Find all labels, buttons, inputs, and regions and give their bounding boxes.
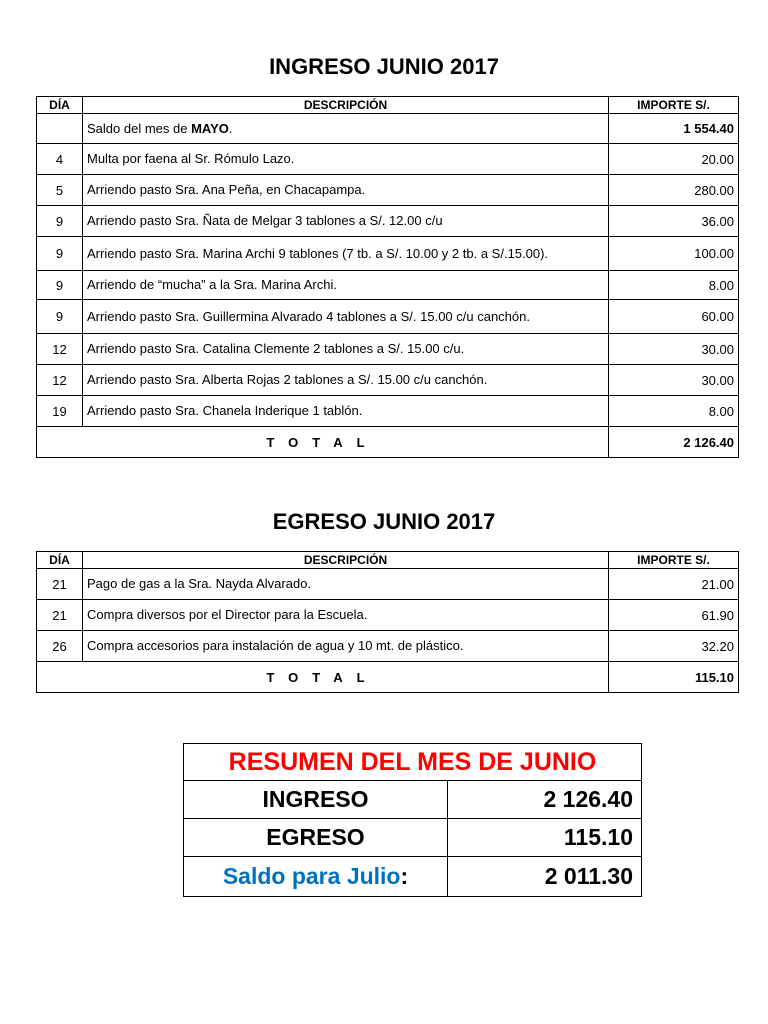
- egreso-title: EGRESO JUNIO 2017: [272, 509, 496, 534]
- column-header-day: DÍA: [37, 97, 83, 114]
- column-header-amount: IMPORTE S/.: [609, 552, 739, 569]
- table-row-opening-balance: [37, 114, 739, 144]
- table-cell-description: Arriendo de “mucha” a la Sra. Marina Archi.: [83, 271, 609, 300]
- table-cell-description: Arriendo pasto Sra. Catalina Clemente 2 tablones a S/. 15.00 c/u.: [83, 334, 609, 365]
- summary-egreso-label: EGRESO: [184, 819, 448, 857]
- table-row: [37, 600, 739, 631]
- table-cell-amount: 280.00: [609, 175, 739, 206]
- table-cell-description: Multa por faena al Sr. Rómulo Lazo.: [83, 144, 609, 175]
- ingreso-table: [36, 96, 739, 458]
- table-header-row: [37, 97, 739, 114]
- table-row: [37, 206, 739, 237]
- total-label: TOTAL: [37, 427, 609, 458]
- table-cell-amount: 60.00: [609, 300, 739, 334]
- table-cell-day: 9: [37, 237, 83, 271]
- saldo-label-colon: :: [400, 863, 409, 889]
- table-row: [37, 300, 739, 334]
- table-cell-day: 21: [37, 600, 83, 631]
- column-header-day: DÍA: [37, 552, 83, 569]
- table-cell-day: 26: [37, 631, 83, 662]
- total-amount: 115.10: [609, 662, 739, 693]
- table-cell-amount: 30.00: [609, 334, 739, 365]
- table-header-row: [37, 552, 739, 569]
- table-cell-amount: 1 554.40: [609, 114, 739, 144]
- table-row: [37, 396, 739, 427]
- summary-title: RESUMEN DEL MES DE JUNIO: [184, 744, 642, 781]
- ingreso-rows: [37, 144, 739, 427]
- table-row: [37, 631, 739, 662]
- table-row: [37, 569, 739, 600]
- ingreso-total-row: [37, 427, 739, 458]
- table-cell-amount: 61.90: [609, 600, 739, 631]
- table-cell-description: Arriendo pasto Sra. Alberta Rojas 2 tablones a S/. 15.00 c/u canchón.: [83, 365, 609, 396]
- table-cell-description: Arriendo pasto Sra. Ñata de Melgar 3 tablones a S/. 12.00 c/u: [83, 206, 609, 237]
- table-cell-description: Compra accesorios para instalación de agua y 10 mt. de plástico.: [83, 631, 609, 662]
- table-cell-day: [37, 114, 83, 144]
- table-cell-day: 5: [37, 175, 83, 206]
- summary-ingreso-value: 2 126.40: [448, 781, 642, 819]
- column-header-description: DESCRIPCIÓN: [83, 97, 609, 114]
- total-label: TOTAL: [37, 662, 609, 693]
- table-cell-amount: 8.00: [609, 271, 739, 300]
- table-cell-amount: 20.00: [609, 144, 739, 175]
- table-cell-description: Compra diversos por el Director para la Escuela.: [83, 600, 609, 631]
- table-cell-amount: 32.20: [609, 631, 739, 662]
- opening-desc-prefix: Saldo del mes de: [87, 120, 192, 136]
- table-cell-description: Arriendo pasto Sra. Guillermina Alvarado 4 tablones a S/. 15.00 c/u canchón.: [83, 300, 609, 334]
- table-cell-amount: 30.00: [609, 365, 739, 396]
- table-cell-day: 9: [37, 271, 83, 300]
- summary-saldo-label: [184, 857, 448, 897]
- ingreso-title: INGRESO JUNIO 2017: [269, 54, 499, 79]
- table-cell-day: 12: [37, 334, 83, 365]
- table-cell-amount: 36.00: [609, 206, 739, 237]
- table-row: [37, 237, 739, 271]
- table-cell-description: Arriendo pasto Sra. Chanela Inderique 1 tablón.: [83, 396, 609, 427]
- table-row: [37, 334, 739, 365]
- table-cell-amount: 8.00: [609, 396, 739, 427]
- table-cell-day: 12: [37, 365, 83, 396]
- table-row: [37, 271, 739, 300]
- table-cell-description: Arriendo pasto Sra. Ana Peña, en Chacapampa.: [83, 175, 609, 206]
- egreso-table: [36, 551, 739, 693]
- saldo-label-text: Saldo para Julio: [222, 863, 401, 889]
- summary-egreso-value: 115.10: [448, 819, 642, 857]
- egreso-rows: [37, 569, 739, 662]
- opening-desc-month: MAYO: [191, 120, 229, 136]
- table-row: [37, 175, 739, 206]
- summary-table: [183, 743, 642, 897]
- table-cell-day: 9: [37, 206, 83, 237]
- table-row: [37, 144, 739, 175]
- table-cell-day: 19: [37, 396, 83, 427]
- opening-desc-suffix: .: [228, 120, 233, 136]
- table-cell-description: Pago de gas a la Sra. Nayda Alvarado.: [83, 569, 609, 600]
- column-header-amount: IMPORTE S/.: [609, 97, 739, 114]
- total-amount: 2 126.40: [609, 427, 739, 458]
- summary-saldo-value: 2 011.30: [448, 857, 642, 897]
- table-cell-description: [83, 114, 609, 144]
- table-cell-day: 21: [37, 569, 83, 600]
- table-cell-day: 4: [37, 144, 83, 175]
- egreso-total-row: [37, 662, 739, 693]
- table-cell-day: 9: [37, 300, 83, 334]
- table-cell-amount: 21.00: [609, 569, 739, 600]
- table-row: [37, 365, 739, 396]
- table-cell-amount: 100.00: [609, 237, 739, 271]
- table-cell-description: Arriendo pasto Sra. Marina Archi 9 tablones (7 tb. a S/. 10.00 y 2 tb. a S/.15.00).: [83, 237, 609, 271]
- summary-ingreso-label: INGRESO: [184, 781, 448, 819]
- column-header-description: DESCRIPCIÓN: [83, 552, 609, 569]
